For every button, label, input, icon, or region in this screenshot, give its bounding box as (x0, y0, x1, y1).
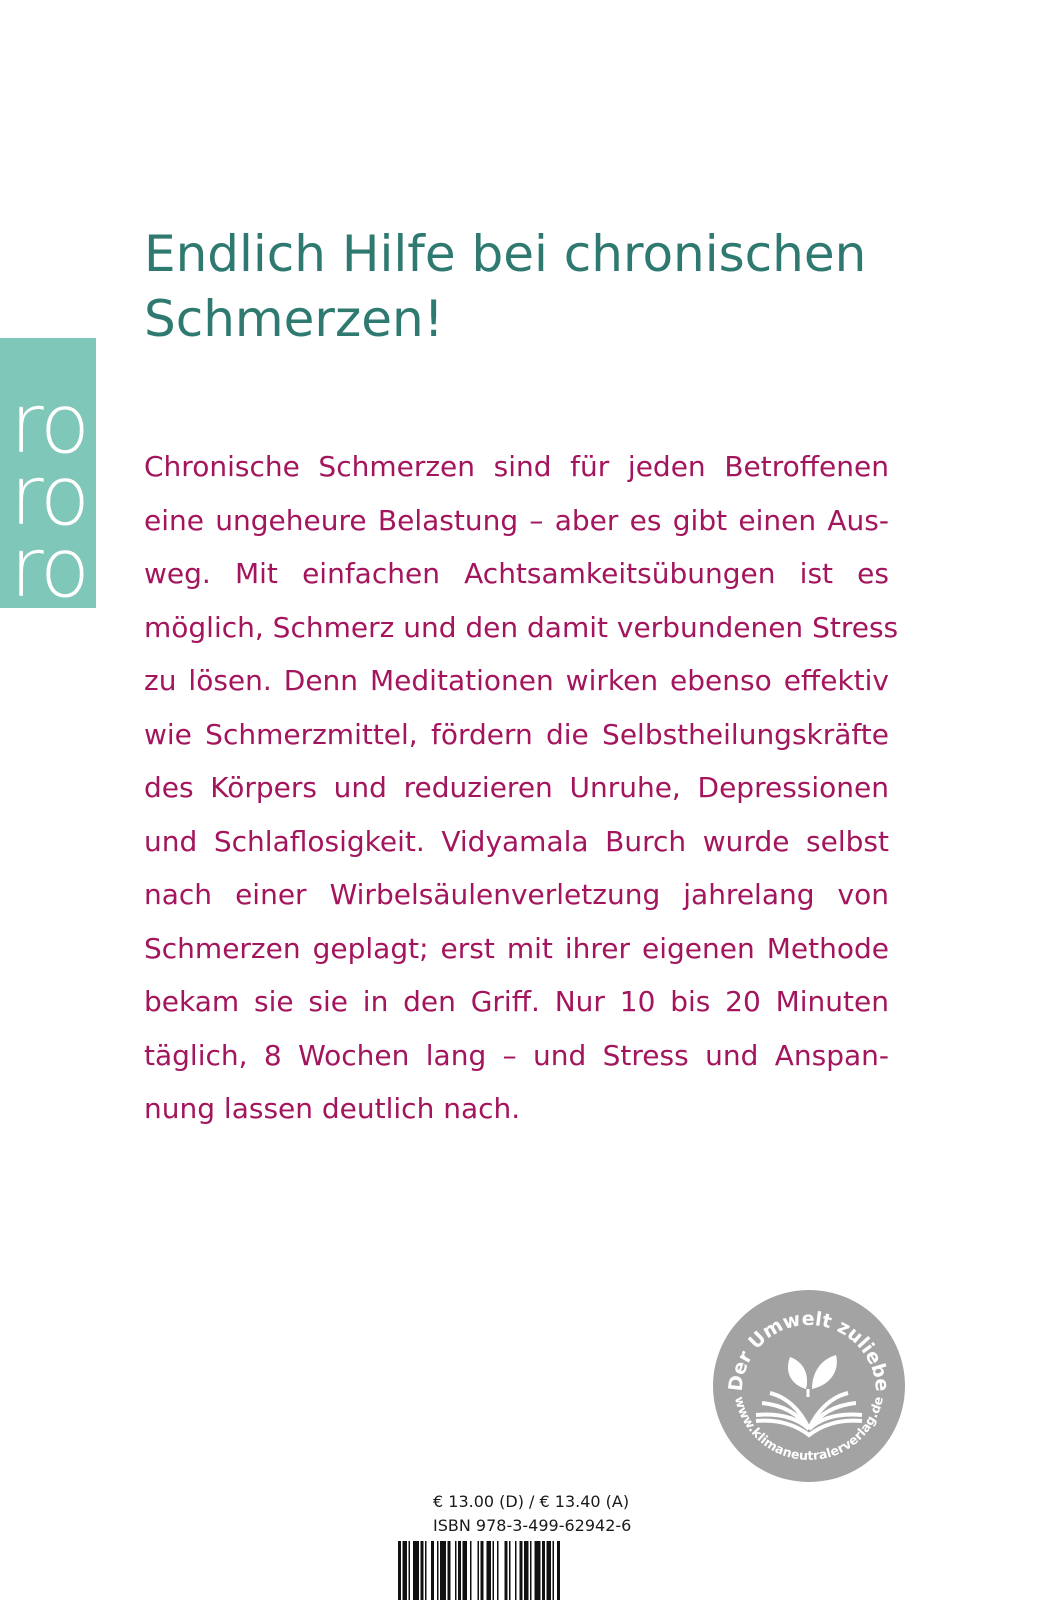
barcode (398, 1541, 638, 1600)
barcode-bar (553, 1541, 555, 1600)
barcode-bar (421, 1541, 424, 1600)
headline-line-1: Endlich Hilfe bei chronischen (144, 225, 867, 283)
blurb-text (144, 440, 899, 1136)
blurb-line: nung lassen deutlich nach. (144, 1092, 521, 1125)
barcode-bar (478, 1541, 480, 1600)
barcode-bar (493, 1541, 495, 1600)
barcode-bar (520, 1541, 523, 1600)
barcode-bar (547, 1541, 552, 1600)
barcode-bar (515, 1541, 517, 1600)
blurb-line: eine ungeheure Belastung – aber es gibt einen Aus- (144, 503, 889, 537)
barcode-bar (509, 1541, 511, 1600)
blurb-line: wie Schmerzmittel, fördern die Selbstheilungskräfte (144, 717, 889, 751)
barcode-bar (497, 1541, 499, 1600)
barcode-bar (431, 1541, 434, 1600)
publisher-logo-rororo (0, 338, 96, 608)
barcode-bar (437, 1541, 439, 1600)
barcode-bar (470, 1541, 472, 1600)
headline (144, 222, 924, 352)
barcode-bar (455, 1541, 457, 1600)
blurb-line: des Körpers und reduzieren Unruhe, Depressionen (144, 771, 889, 804)
barcode-bar (403, 1541, 408, 1600)
blurb-line: möglich, Schmerz und den damit verbundenen Stress (144, 610, 899, 644)
logo-text-ro-2: ro (10, 449, 89, 544)
blurb-line: zu lösen. Denn Meditationen wirken ebenso effektiv (144, 664, 889, 697)
blurb-line: bekam sie sie in den Griff. Nur 10 bis 20 Minuten (144, 985, 889, 1018)
price-text: € 13.00 (D) / € 13.40 (A) (433, 1492, 630, 1511)
barcode-bar (448, 1541, 451, 1600)
barcode-bar (535, 1541, 541, 1600)
eco-seal-top-text: Der Umwelt zuliebe (724, 1307, 894, 1393)
blurb-line: und Schlaflosigkeit. Vidyamala Burch wurde selbst (144, 824, 889, 858)
eco-seal-url-text: www.klimaneutralerverlag.de (731, 1394, 886, 1464)
barcode-bar (440, 1541, 446, 1600)
barcode-bar (530, 1541, 532, 1600)
barcode-bar (398, 1541, 401, 1600)
eco-seal (712, 1289, 906, 1483)
barcode-bar (458, 1541, 461, 1600)
barcode-bar (413, 1541, 419, 1600)
blurb-line: weg. Mit einfachen Achtsamkeitsübungen ist es (144, 557, 889, 590)
barcode-bar (505, 1541, 508, 1600)
barcode-bar (487, 1541, 492, 1600)
barcode-bar (463, 1541, 468, 1600)
logo-text-ro-1: ro (10, 377, 89, 472)
barcode-bar (542, 1541, 545, 1600)
barcode-bar (524, 1541, 529, 1600)
barcode-bar (409, 1541, 411, 1600)
barcode-bar (425, 1541, 427, 1600)
headline-line-2: Schmerzen! (144, 290, 444, 348)
isbn-text: ISBN 978-3-499-62942-6 (433, 1516, 632, 1535)
logo-text-ro-3: ro (10, 521, 89, 608)
blurb-line: Chronische Schmerzen sind für jeden Betroffenen (144, 450, 889, 483)
barcode-bar (481, 1541, 484, 1600)
price-isbn-block (433, 1490, 673, 1538)
blurb-line: Schmerzen geplagt; erst mit ihrer eigenen Methode (144, 931, 889, 965)
blurb-line: täglich, 8 Wochen lang – und Stress und Anspan- (144, 1038, 889, 1072)
blurb-line: nach einer Wirbelsäulenverletzung jahrelang von (144, 878, 889, 911)
barcode-bar (557, 1541, 560, 1600)
